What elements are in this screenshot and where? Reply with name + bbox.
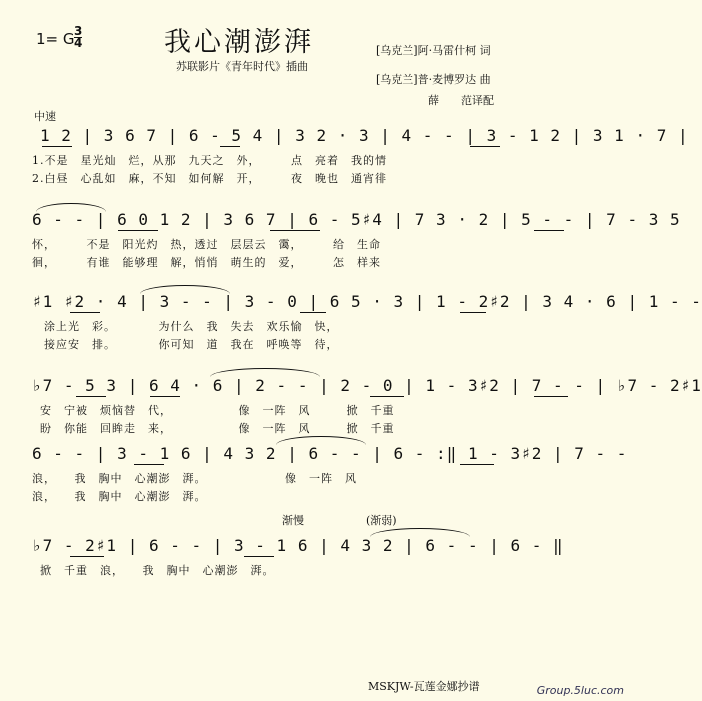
underline xyxy=(244,556,274,557)
underline xyxy=(534,230,564,231)
song-subtitle: 苏联影片《青年时代》插曲 xyxy=(176,60,308,73)
tie-arc xyxy=(36,203,106,212)
lyric-line-6a: 掀 千重 浪， 我 胸中 心潮澎 湃。 xyxy=(40,564,275,577)
time-signature: $\frac{3}{4}$ xyxy=(74,24,83,50)
marking-slowing: 渐慢 xyxy=(282,514,304,527)
tie-arc xyxy=(210,368,320,377)
underline xyxy=(70,312,100,313)
lyric-line-3a: 涂上光 彩。 为什么 我 失去 欢乐愉 快， xyxy=(44,320,339,333)
lyric-line-4b: 盼 你能 回眸走 来， 像 一阵 风 掀 千重 xyxy=(40,422,395,435)
underline xyxy=(70,556,104,557)
underline xyxy=(300,312,326,313)
tie-arc xyxy=(370,528,470,537)
tie-arc xyxy=(140,285,230,294)
underline xyxy=(460,464,494,465)
underline xyxy=(220,146,240,147)
underline xyxy=(76,396,106,397)
lyric-line-3b: 接应安 排。 你可知 道 我在 呼唤等 待， xyxy=(44,338,339,351)
notation-line-3: ♯1 ♯2 · 4 | 3 - - | 3 - 0 | 6 5 · 3 | 1 - 2♯2 | 3 4 · 6 | 1 - - xyxy=(32,292,702,311)
underline xyxy=(118,230,158,231)
key-signature: 1= G xyxy=(36,30,75,48)
underline xyxy=(150,396,180,397)
song-title: 我心潮澎湃 xyxy=(164,27,314,58)
notation-line-1: 1 2 | 3 6 7 | 6 - 5 4 | 3 2 · 3 | 4 - - | 3 - 1 2 | 3 1 · 7 | xyxy=(40,126,689,145)
lyric-line-1a: 1.不是 星光灿 烂，从那 九天之 外， 点 亮着 我的情 xyxy=(32,154,387,167)
lyric-line-5b: 浪， 我 胸中 心潮澎 湃。 xyxy=(32,490,207,503)
notation-line-6: ♭7 - 2♯1 | 6 - - | 3 - 1 6 | 4 3 2 | 6 - - | 6 - ‖ xyxy=(32,536,564,555)
notation-line-4: ♭7 - 5 3 | 6 4 · 6 | 2 - - | 2 - 0 | 1 - 3♯2 | 7 - - | ♭7 - 2♯1 xyxy=(32,376,702,395)
lyric-line-1b: 2.白昼 心乱如 麻，不知 如何解 开， 夜 晚也 通宵徘 xyxy=(32,172,387,185)
lyricist-credit: [乌克兰]阿·马雷什柯 词 xyxy=(376,44,491,57)
transcriber-credit: MSKJW-瓦莲金娜抄谱 xyxy=(368,680,480,693)
tie-arc xyxy=(276,436,366,445)
notation-line-5: 6 - - | 3 - 1 6 | 4 3 2 | 6 - - | 6 - :‖ 1 - 3♯2 | 7 - - xyxy=(32,444,628,463)
lyric-line-2b: 徊， 有谁 能够理 解，悄悄 萌生的 爱， 怎 样来 xyxy=(32,256,381,269)
underline xyxy=(370,396,404,397)
notation-line-2: 6 - - | 6 0 1 2 | 3 6 7 | 6 - 5♯4 | 7 3 · 2 | 5 - - | 7 - 3 5 xyxy=(32,210,681,229)
lyric-line-5a: 浪， 我 胸中 心潮澎 湃。 像 一阵 风 xyxy=(32,472,357,485)
underline xyxy=(470,146,500,147)
underline xyxy=(270,230,320,231)
translator-credit: 薛 范译配 xyxy=(428,94,494,107)
composer-credit: [乌克兰]普·麦博罗达 曲 xyxy=(376,73,491,86)
lyric-line-4a: 安 宁被 烦恼替 代， 像 一阵 风 掀 千重 xyxy=(40,404,395,417)
underline xyxy=(460,312,486,313)
underline xyxy=(134,464,164,465)
lyric-line-2a: 怀， 不是 阳光灼 热，透过 层层云 霭， 给 生命 xyxy=(32,238,381,251)
marking-fading: (渐弱) xyxy=(366,514,397,527)
tempo-marking: 中速 xyxy=(34,110,56,123)
underline xyxy=(534,396,568,397)
site-watermark: Group.5luc.com xyxy=(536,684,624,697)
underline xyxy=(42,146,72,147)
